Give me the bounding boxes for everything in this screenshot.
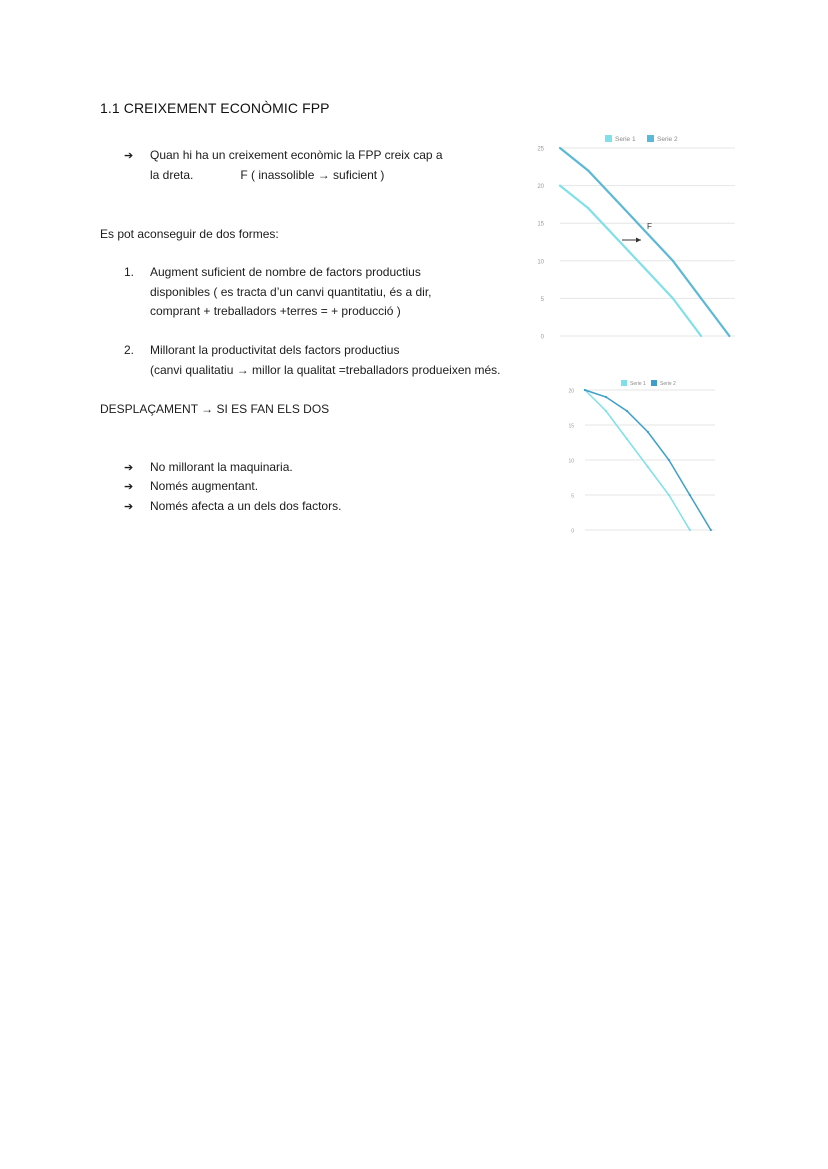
intro-item	[124, 146, 443, 167]
legend-label: Serie 1	[615, 136, 636, 143]
bullet-item	[124, 497, 341, 518]
y-tick-label: 15	[568, 423, 574, 430]
data-point	[672, 297, 674, 299]
way-1-line: Augment suficient de nombre de factors productius	[150, 265, 421, 279]
legend-label: Serie 1	[630, 381, 646, 387]
annotation-f: F	[647, 222, 652, 231]
arrow-icon: ➔	[124, 501, 134, 513]
way-text-2	[150, 341, 501, 380]
way-2-line: (canvi qualitatiu → millor la qualitat =treballadors produeixen més.	[150, 362, 501, 377]
data-point	[605, 396, 607, 398]
data-point	[700, 335, 702, 337]
data-point	[689, 494, 691, 496]
fpp-chart-2	[565, 374, 725, 539]
data-point	[587, 169, 589, 171]
data-point	[605, 410, 607, 412]
intro-line-2a: la dreta.	[150, 168, 194, 182]
way-2-line: Millorant la productivitat dels factors productius	[150, 343, 400, 357]
legend-swatch	[605, 135, 612, 142]
data-point	[559, 147, 561, 149]
arrow-icon: ➔	[124, 481, 134, 493]
y-tick-label: 20	[568, 388, 574, 395]
data-point	[647, 431, 649, 433]
data-point	[700, 297, 702, 299]
y-tick-label: 10	[568, 458, 574, 465]
intro-line-2	[150, 166, 384, 186]
way-1-line: comprant + treballadors +terres = + producció )	[150, 304, 401, 318]
legend-swatch	[621, 380, 627, 386]
data-point	[647, 466, 649, 468]
y-tick-label: 25	[537, 146, 544, 153]
data-point	[626, 410, 628, 412]
legend-swatch	[647, 135, 654, 142]
bullet-item	[124, 477, 258, 498]
bullet-text: Només augmentant.	[150, 479, 259, 493]
way-1-line: disponibles ( es tracta d’un canvi quantitatiu, és a dir,	[150, 284, 432, 299]
way-number-1: 1.	[124, 265, 135, 279]
displacement-text: DESPLAÇAMENT → SI ES FAN ELS DOS	[100, 402, 330, 416]
data-point	[689, 529, 691, 531]
series-line-2	[560, 148, 729, 336]
y-tick-label: 0	[571, 528, 574, 535]
legend-label: Serie 2	[657, 136, 678, 143]
bullet-item	[124, 458, 293, 479]
way-number-2: 2.	[124, 343, 135, 357]
y-tick-label: 5	[571, 493, 574, 500]
y-tick-label: 15	[537, 221, 544, 228]
ways-intro: Es pot aconseguir de dos formes:	[100, 227, 279, 241]
bullet-text: Només afecta a un dels dos factors.	[150, 499, 342, 513]
y-tick-label: 10	[537, 259, 544, 266]
data-point	[710, 529, 712, 531]
bullet-text: No millorant la maquinaria.	[150, 460, 293, 474]
data-point	[668, 494, 670, 496]
page-title: 1.1 CREIXEMENT ECONÒMIC FPP	[100, 100, 330, 116]
data-point	[668, 459, 670, 461]
data-point	[644, 230, 646, 232]
y-tick-label: 5	[540, 296, 544, 303]
fpp-chart-1	[530, 128, 745, 348]
data-point	[587, 207, 589, 209]
intro-line-2b: F ( inassolible → suficient )	[240, 168, 385, 182]
y-tick-label: 20	[537, 184, 544, 191]
legend-swatch	[651, 380, 657, 386]
data-point	[672, 260, 674, 262]
data-point	[728, 335, 730, 337]
shift-arrow-head	[636, 238, 641, 243]
data-point	[644, 267, 646, 269]
arrow-icon: ➔	[124, 150, 134, 162]
way-text-1	[150, 263, 432, 322]
data-point	[584, 389, 586, 391]
data-point	[626, 438, 628, 440]
data-point	[559, 185, 561, 187]
data-point	[615, 237, 617, 239]
legend-label: Serie 2	[660, 381, 676, 387]
arrow-icon: ➔	[124, 462, 134, 474]
y-tick-label: 0	[540, 334, 544, 341]
data-point	[615, 200, 617, 202]
intro-line-1: Quan hi ha un creixement econòmic la FPP creix cap a	[150, 148, 443, 162]
